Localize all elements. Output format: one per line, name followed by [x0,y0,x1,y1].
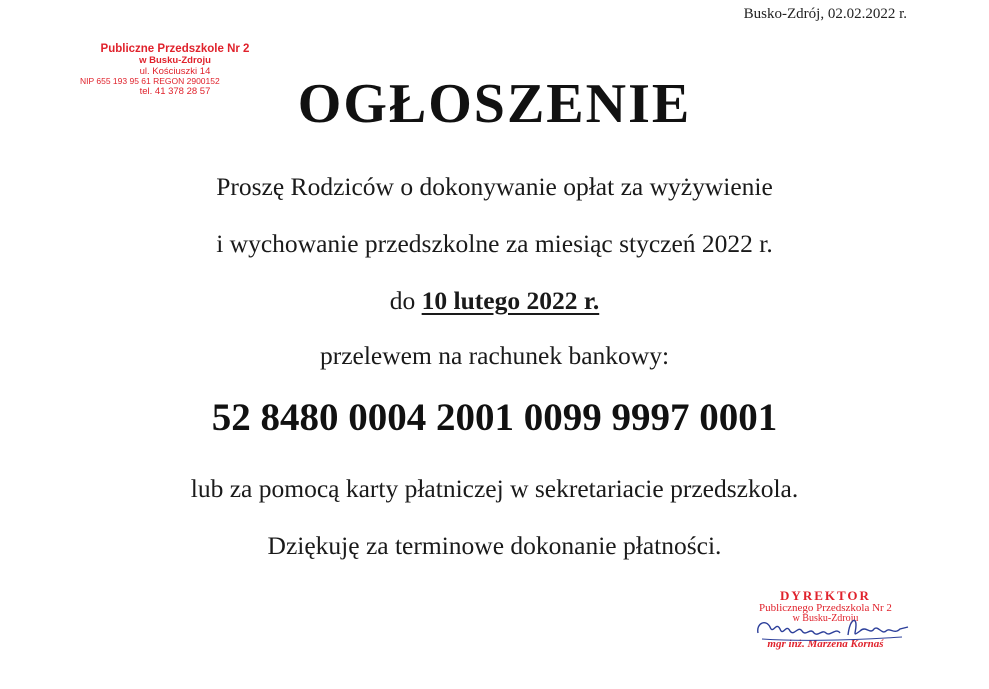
director-title: DYREKTOR [780,588,871,603]
stamp-city: w Busku-Zdroju [139,54,211,66]
stamp-ids: NIP 655 193 95 61 REGON 2900152 [80,76,220,87]
director-name: mgr inż. Marzena Kornaś [767,637,884,650]
stamp-name: Publiczne Przedszkole Nr 2 [100,43,250,55]
body-line-2: i wychowanie przedszkolne za miesiąc styczeń 2022 r. [216,229,773,258]
director-institution: Publicznego Przedszkola Nr 2 [759,601,892,614]
director-city: w Busku-Zdroju [792,613,859,625]
announcement-title: OGŁOSZENIE [297,73,692,135]
stamp-street: ul. Kościuszki 14 [139,65,211,77]
deadline-line [0,286,989,316]
date-line: Busko-Zdrój, 02.02.2022 r. [743,6,907,22]
bank-account-number: 52 8480 0004 2001 0099 9997 0001 [211,396,778,439]
body-line-1: Proszę Rodziców o dokonywanie opłat za wyżywienie [216,172,773,201]
body-line-6: Dziękuję za terminowe dokonanie płatności. [267,531,722,560]
body-line-5: lub za pomocą karty płatniczej w sekretariacie przedszkola. [190,474,799,503]
handwritten-signature [752,611,912,645]
stamp-phone: tel. 41 378 28 57 [139,85,211,97]
deadline-prefix: do [389,286,422,315]
deadline-date: 10 lutego 2022 r. [421,286,600,315]
body-line-4: przelewem na rachunek bankowy: [319,341,670,370]
